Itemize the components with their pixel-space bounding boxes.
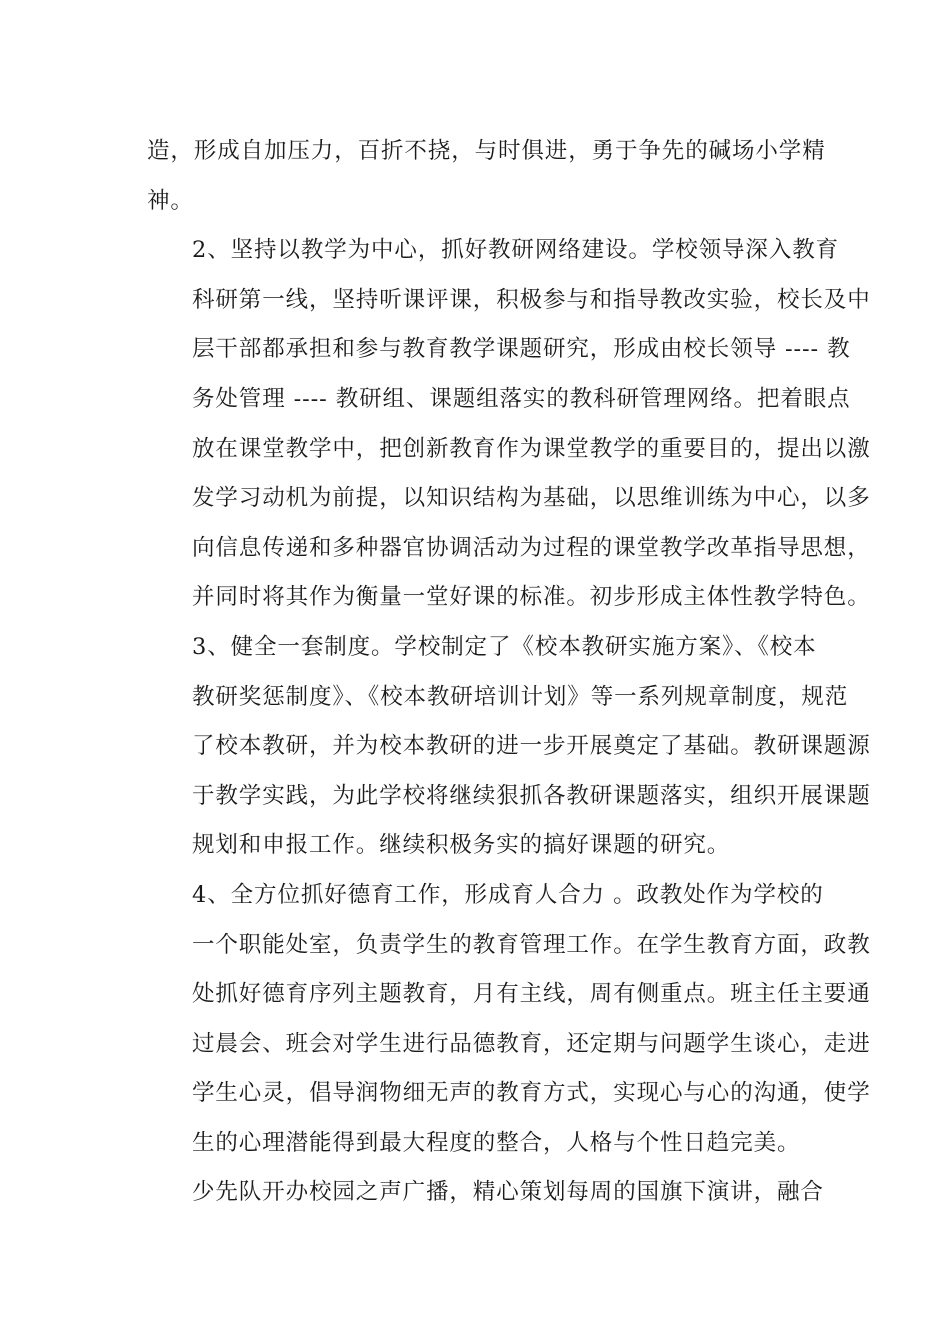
text-line: 务处管理 ---- 教研组、课题组落实的教科研管理网络。把着眼点 [192, 385, 851, 412]
paragraph [147, 127, 826, 226]
text-line: 于教学实践，为此学校将继续狠抓各教研课题落实，组织开展课题 [192, 782, 871, 809]
text-line: 向信息传递和多种器官协调活动为过程的课堂教学改革指导思想， [192, 534, 871, 561]
text-line: 规划和申报工作。继续积极务实的搞好课题的研究。 [192, 832, 731, 859]
text-line: 层干部都承担和参与教育教学课题研究，形成由校长领导 ---- 教 [192, 336, 851, 363]
text-line: 了校本教研，并为校本教研的进一步开展奠定了基础。教研课题源 [192, 733, 871, 760]
document-body [147, 127, 871, 1218]
text-line: 神。 [147, 187, 194, 214]
text-line: 4、全方位抓好德育工作，形成育人合力 。政教处作为学校的 [192, 881, 824, 908]
text-line: 造，形成自加压力，百折不挠，与时俱进，勇于争先的碱场小学精 [147, 138, 826, 164]
text-line: 科研第一线，坚持听课评课，积极参与和指导教改实验，校长及中 [192, 286, 871, 313]
text-line: 教研奖惩制度》、《校本教研培训计划》等一系列规章制度，规范 [192, 683, 849, 710]
text-line: 学生心灵，倡导润物细无声的教育方式，实现心与心的沟通，使学 [192, 1080, 871, 1107]
paragraph [147, 871, 871, 1169]
text-line: 2、坚持以教学为中心，抓好教研网络建设。学校领导深入教育 [192, 237, 840, 264]
text-line: 生的心理潜能得到最大程度的整合，人格与个性日趋完美。 [192, 1129, 801, 1156]
paragraph [147, 1168, 824, 1218]
text-line: 过晨会、班会对学生进行品德教育，还定期与问题学生谈心，走进 [192, 1030, 871, 1057]
text-line: 一个职能处室，负责学生的教育管理工作。在学生教育方面，政教 [192, 931, 871, 958]
text-line: 放在课堂教学中，把创新教育作为课堂教学的重要目的，提出以激 [192, 435, 871, 462]
text-line: 并同时将其作为衡量一堂好课的标准。初步形成主体性教学特色。 [192, 584, 871, 611]
paragraph [147, 623, 871, 871]
text-line: 处抓好德育序列主题教育，月有主线，周有侧重点。班主任主要通 [192, 981, 871, 1008]
paragraph [147, 226, 871, 623]
text-line: 发学习动机为前提，以知识结构为基础，以思维训练为中心，以多 [192, 485, 871, 512]
text-line: 少先队开办校园之声广播，精心策划每周的国旗下演讲，融合 [192, 1179, 824, 1206]
text-line: 3、健全一套制度。学校制定了《校本教研实施方案》、《校本 [192, 633, 817, 660]
